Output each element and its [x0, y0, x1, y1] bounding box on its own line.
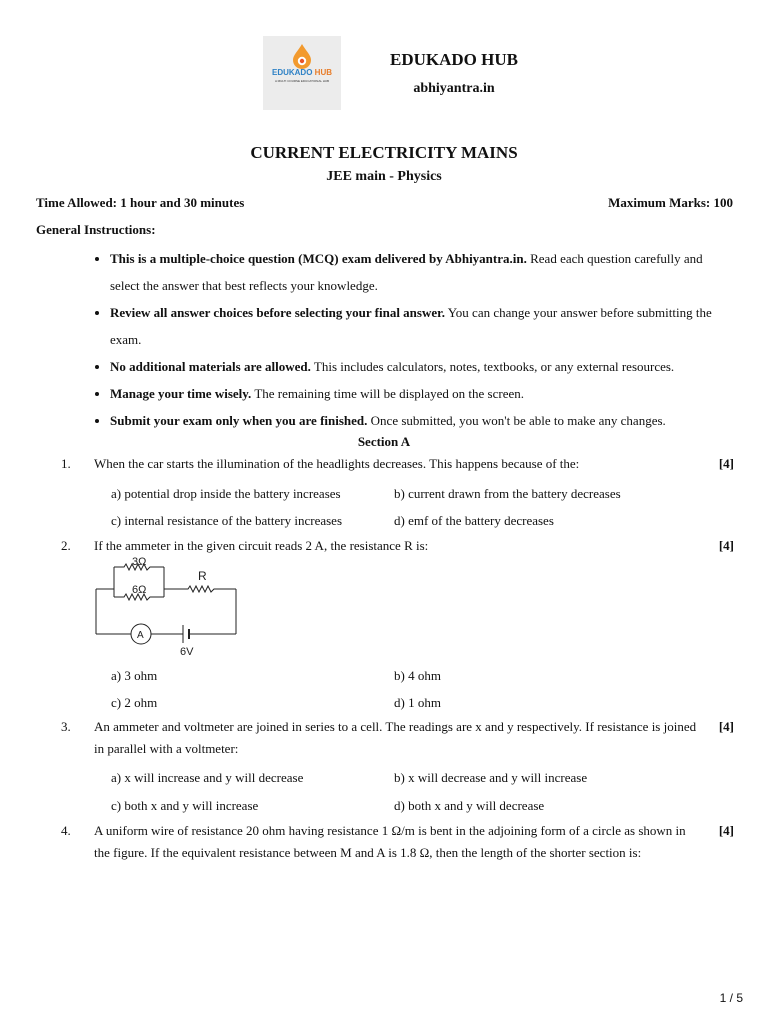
option-b[interactable]: b) 4 ohm: [394, 668, 441, 683]
instruction-item: • Review all answer choices before selecting your final answer. You can change your answer before submitting the exam.: [110, 299, 730, 353]
label-3-ohm: 3Ω: [132, 556, 147, 568]
label-r: R: [198, 569, 207, 583]
option-d[interactable]: d) 1 ohm: [394, 695, 441, 710]
section-heading: Section A: [357, 434, 411, 449]
time-allowed: Time Allowed: 1 hour and 30 minutes: [36, 195, 245, 210]
option-c[interactable]: c) 2 ohm: [111, 695, 158, 710]
logo-wordmark: EDUKADO HUB: [271, 68, 333, 77]
org-name: EDUKADO HUB: [390, 50, 518, 69]
question-text: An ammeter and voltmeter are joined in series to a cell. The readings are x and y respectively. If resistance is joined in parallel with a voltmeter:: [94, 719, 697, 756]
option-b[interactable]: b) current drawn from the battery decreases: [394, 486, 621, 501]
question-number: 4.: [61, 823, 71, 838]
instruction-item: • Manage your time wisely. The remaining time will be displayed on the screen.: [110, 380, 730, 407]
question-number: 2.: [61, 538, 71, 553]
question-marks: [4]: [718, 823, 734, 838]
circuit-diagram: [90, 554, 245, 660]
exam-title: CURRENT ELECTRICITY MAINS: [250, 143, 518, 162]
option-c[interactable]: c) both x and y will increase: [111, 798, 259, 813]
instruction-item: • Submit your exam only when you are finished. Once submitted, you won't be able to make any changes.: [110, 407, 730, 434]
question-marks: [4]: [718, 719, 734, 734]
question-number: 1.: [61, 456, 71, 471]
question-text: A uniform wire of resistance 20 ohm having resistance 1 Ω/m is bent in the adjoining form of a circle as shown in the figure. If the equivalent resistance between M and A is 1.8 Ω, then the length of the shorter section is:: [94, 823, 686, 860]
question-text: When the car starts the illumination of the headlights decreases. This happens because of the:: [94, 456, 580, 471]
page-number: 1 / 5: [719, 991, 743, 1005]
ammeter-icon: A: [137, 630, 144, 641]
logo-tagline: A MULTI COURSE EDUCATIONAL HUB: [274, 79, 330, 83]
option-d[interactable]: d) both x and y will decrease: [394, 798, 545, 813]
option-a[interactable]: a) x will increase and y will decrease: [111, 770, 304, 785]
instructions-heading: General Instructions:: [36, 222, 156, 237]
question-number: 3.: [61, 719, 71, 734]
label-6v: 6V: [180, 646, 194, 658]
option-a[interactable]: a) potential drop inside the battery increases: [111, 486, 341, 501]
exam-subtitle: JEE main - Physics: [326, 169, 442, 184]
instruction-item: • No additional materials are allowed. This includes calculators, notes, textbooks, or any external resources.: [110, 353, 730, 380]
option-c[interactable]: c) internal resistance of the battery increases: [111, 513, 342, 528]
logo: [263, 36, 341, 110]
instruction-item: • This is a multiple-choice question (MCQ) exam delivered by Abhiyantra.in. Read each question carefully and select the answer that best reflects your knowledge.: [110, 245, 730, 299]
flame-logo-icon: [290, 43, 314, 70]
instructions-list: [90, 245, 730, 434]
question-marks: [4]: [718, 456, 734, 471]
website: abhiyantra.in: [413, 81, 495, 96]
question-marks: [4]: [718, 538, 734, 553]
option-b[interactable]: b) x will decrease and y will increase: [394, 770, 588, 785]
option-a[interactable]: a) 3 ohm: [111, 668, 158, 683]
question-text: If the ammeter in the given circuit reads 2 A, the resistance R is:: [94, 538, 429, 553]
max-marks: Maximum Marks: 100: [608, 195, 733, 210]
label-6-ohm: 6Ω: [132, 584, 147, 596]
option-d[interactable]: d) emf of the battery decreases: [394, 513, 554, 528]
